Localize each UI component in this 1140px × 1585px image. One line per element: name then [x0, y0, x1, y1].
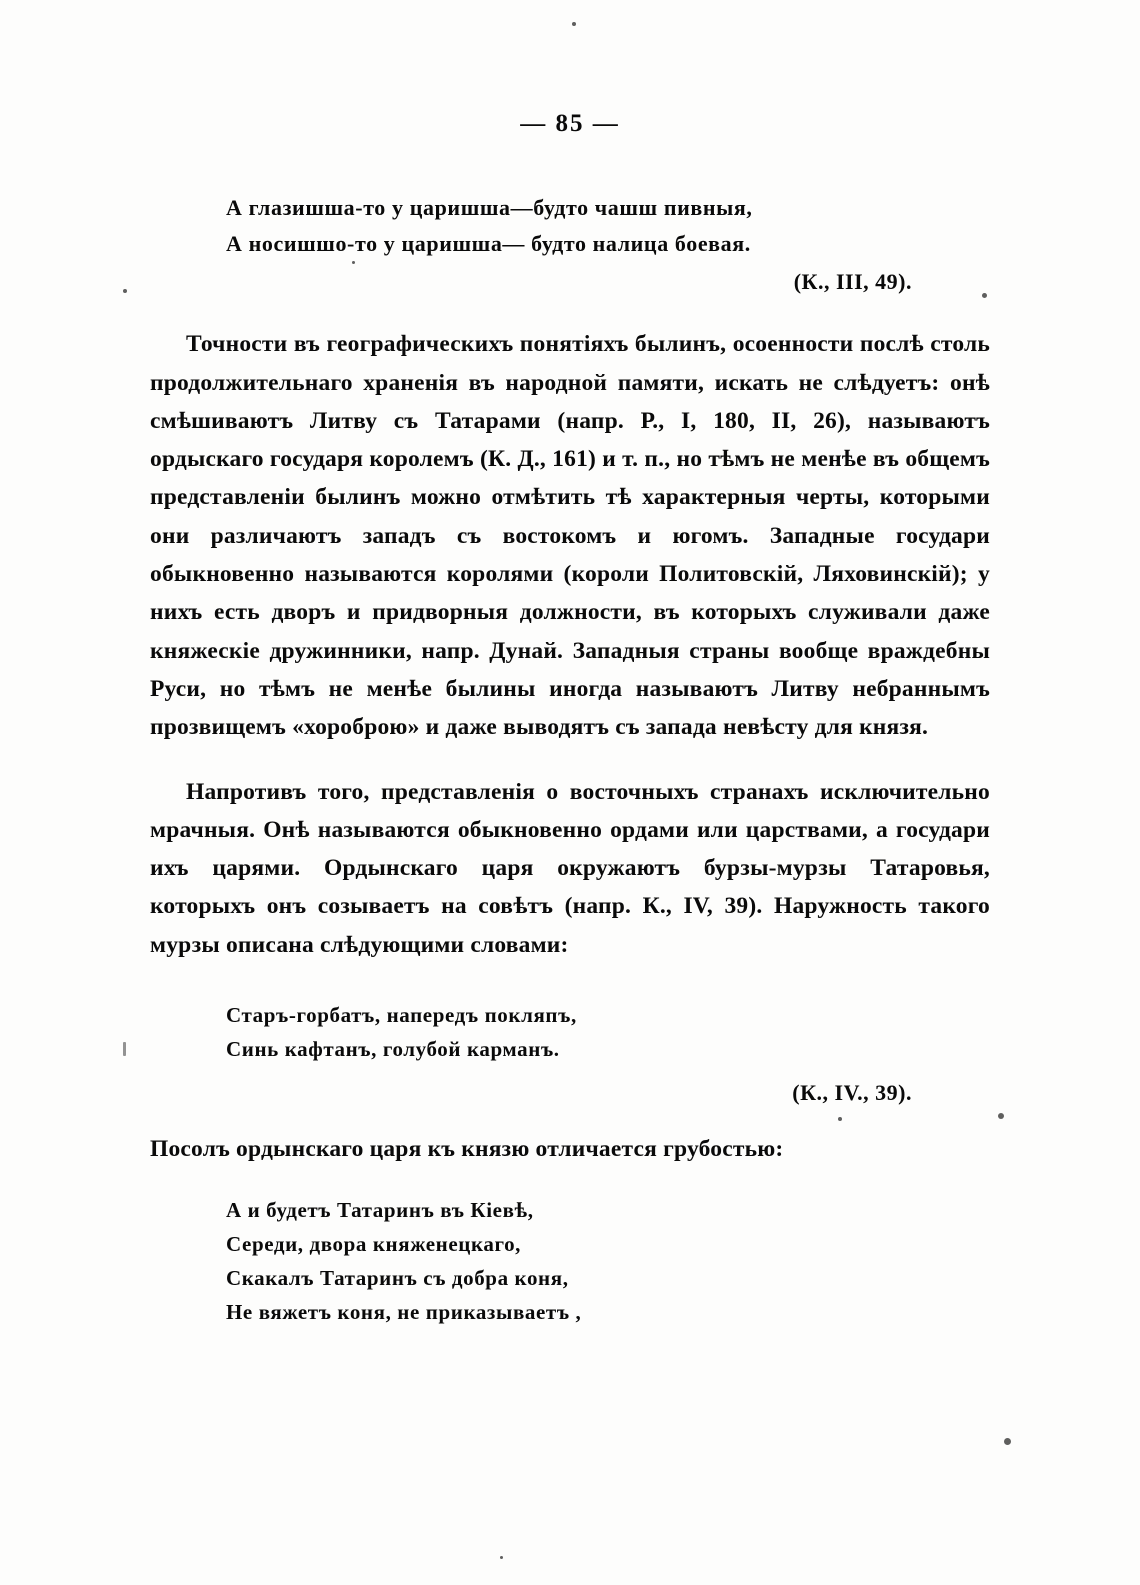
body-paragraph	[150, 773, 990, 964]
paragraph-text: Напротивъ того, представленія о восточныхъ странахъ исключительно мрачныя. Онѣ называются обыкновенно ордами или царствами, а государи ихъ царями. Ордынскаго царя окружаютъ бурзы-мурзы Татаровья, которыхъ онъ созываетъ на совѣтъ (напр. К., IV, 39). Наружность такого мурзы описана слѣдующими словами:	[150, 778, 990, 958]
verse-line: Скакалъ Татаринъ съ добра коня,	[226, 1266, 569, 1291]
paragraph-text: Посолъ ордынскаго царя къ князю отличается грубостью:	[150, 1136, 784, 1163]
verse-line: А и будетъ Татаринъ въ Кіевѣ,	[226, 1198, 534, 1223]
verse-citation: (К., III, 49).	[793, 269, 912, 295]
verse-line: А глазишша-то у царишша—будто чашш пивныя,	[226, 195, 753, 220]
scan-speck	[500, 1556, 503, 1559]
scan-speck	[123, 1042, 126, 1056]
verse-line: Старъ-горбатъ, напередъ покляпъ,	[226, 1003, 577, 1027]
scan-speck	[572, 22, 576, 26]
body-paragraph	[150, 325, 990, 746]
scan-speck	[123, 289, 127, 293]
body-paragraph	[150, 1136, 990, 1163]
verse-line: А носишшо-то у царишша— будто налица боевая.	[226, 230, 751, 256]
verse-block-second	[150, 998, 990, 1066]
page-content	[150, 110, 990, 1335]
paragraph-text: Точности въ географическихъ понятіяхъ былинъ, осоенности послѣ столь продолжительнаго храненія въ народной памяти, искать не слѣдуетъ: онѣ смѣшиваютъ Литву съ Татарами (напр. Р., I, 180, II, 26), называютъ ордыскаго государя королемъ (К. Д., 161) и т. п., но тѣмъ не менѣе въ общемъ представленіи былинъ можно отмѣтить тѣ характерныя черты, которыми они различаютъ западъ съ востокомъ и югомъ. Западные государи обыкновенно называются королями (короли Политовскій, Ляховинскій); у нихъ есть дворъ и придворныя должности, въ которыхъ служивали даже княжескіе дружинники, напр. Дунай. Западныя страны вообще враждебны Руси, но тѣмъ не менѣе былины иногда называютъ Литву небраннымъ прозвищемъ «хороброю» и даже выводятъ съ запада невѣсту для князя.	[150, 331, 990, 741]
scan-speck	[998, 1113, 1004, 1119]
verse-block-first	[150, 190, 990, 261]
verse-line: Не вяжетъ коня, не приказываетъ ,	[226, 1300, 582, 1325]
verse-block-third	[150, 1193, 990, 1329]
scan-speck	[1004, 1438, 1011, 1445]
verse-line: Середи, двора княженецкаго,	[226, 1232, 522, 1257]
verse-citation: (К., IV., 39).	[792, 1080, 912, 1106]
verse-line: Синь кафтанъ, голубой карманъ.	[226, 1037, 560, 1062]
page-number: — 85 —	[520, 110, 620, 137]
